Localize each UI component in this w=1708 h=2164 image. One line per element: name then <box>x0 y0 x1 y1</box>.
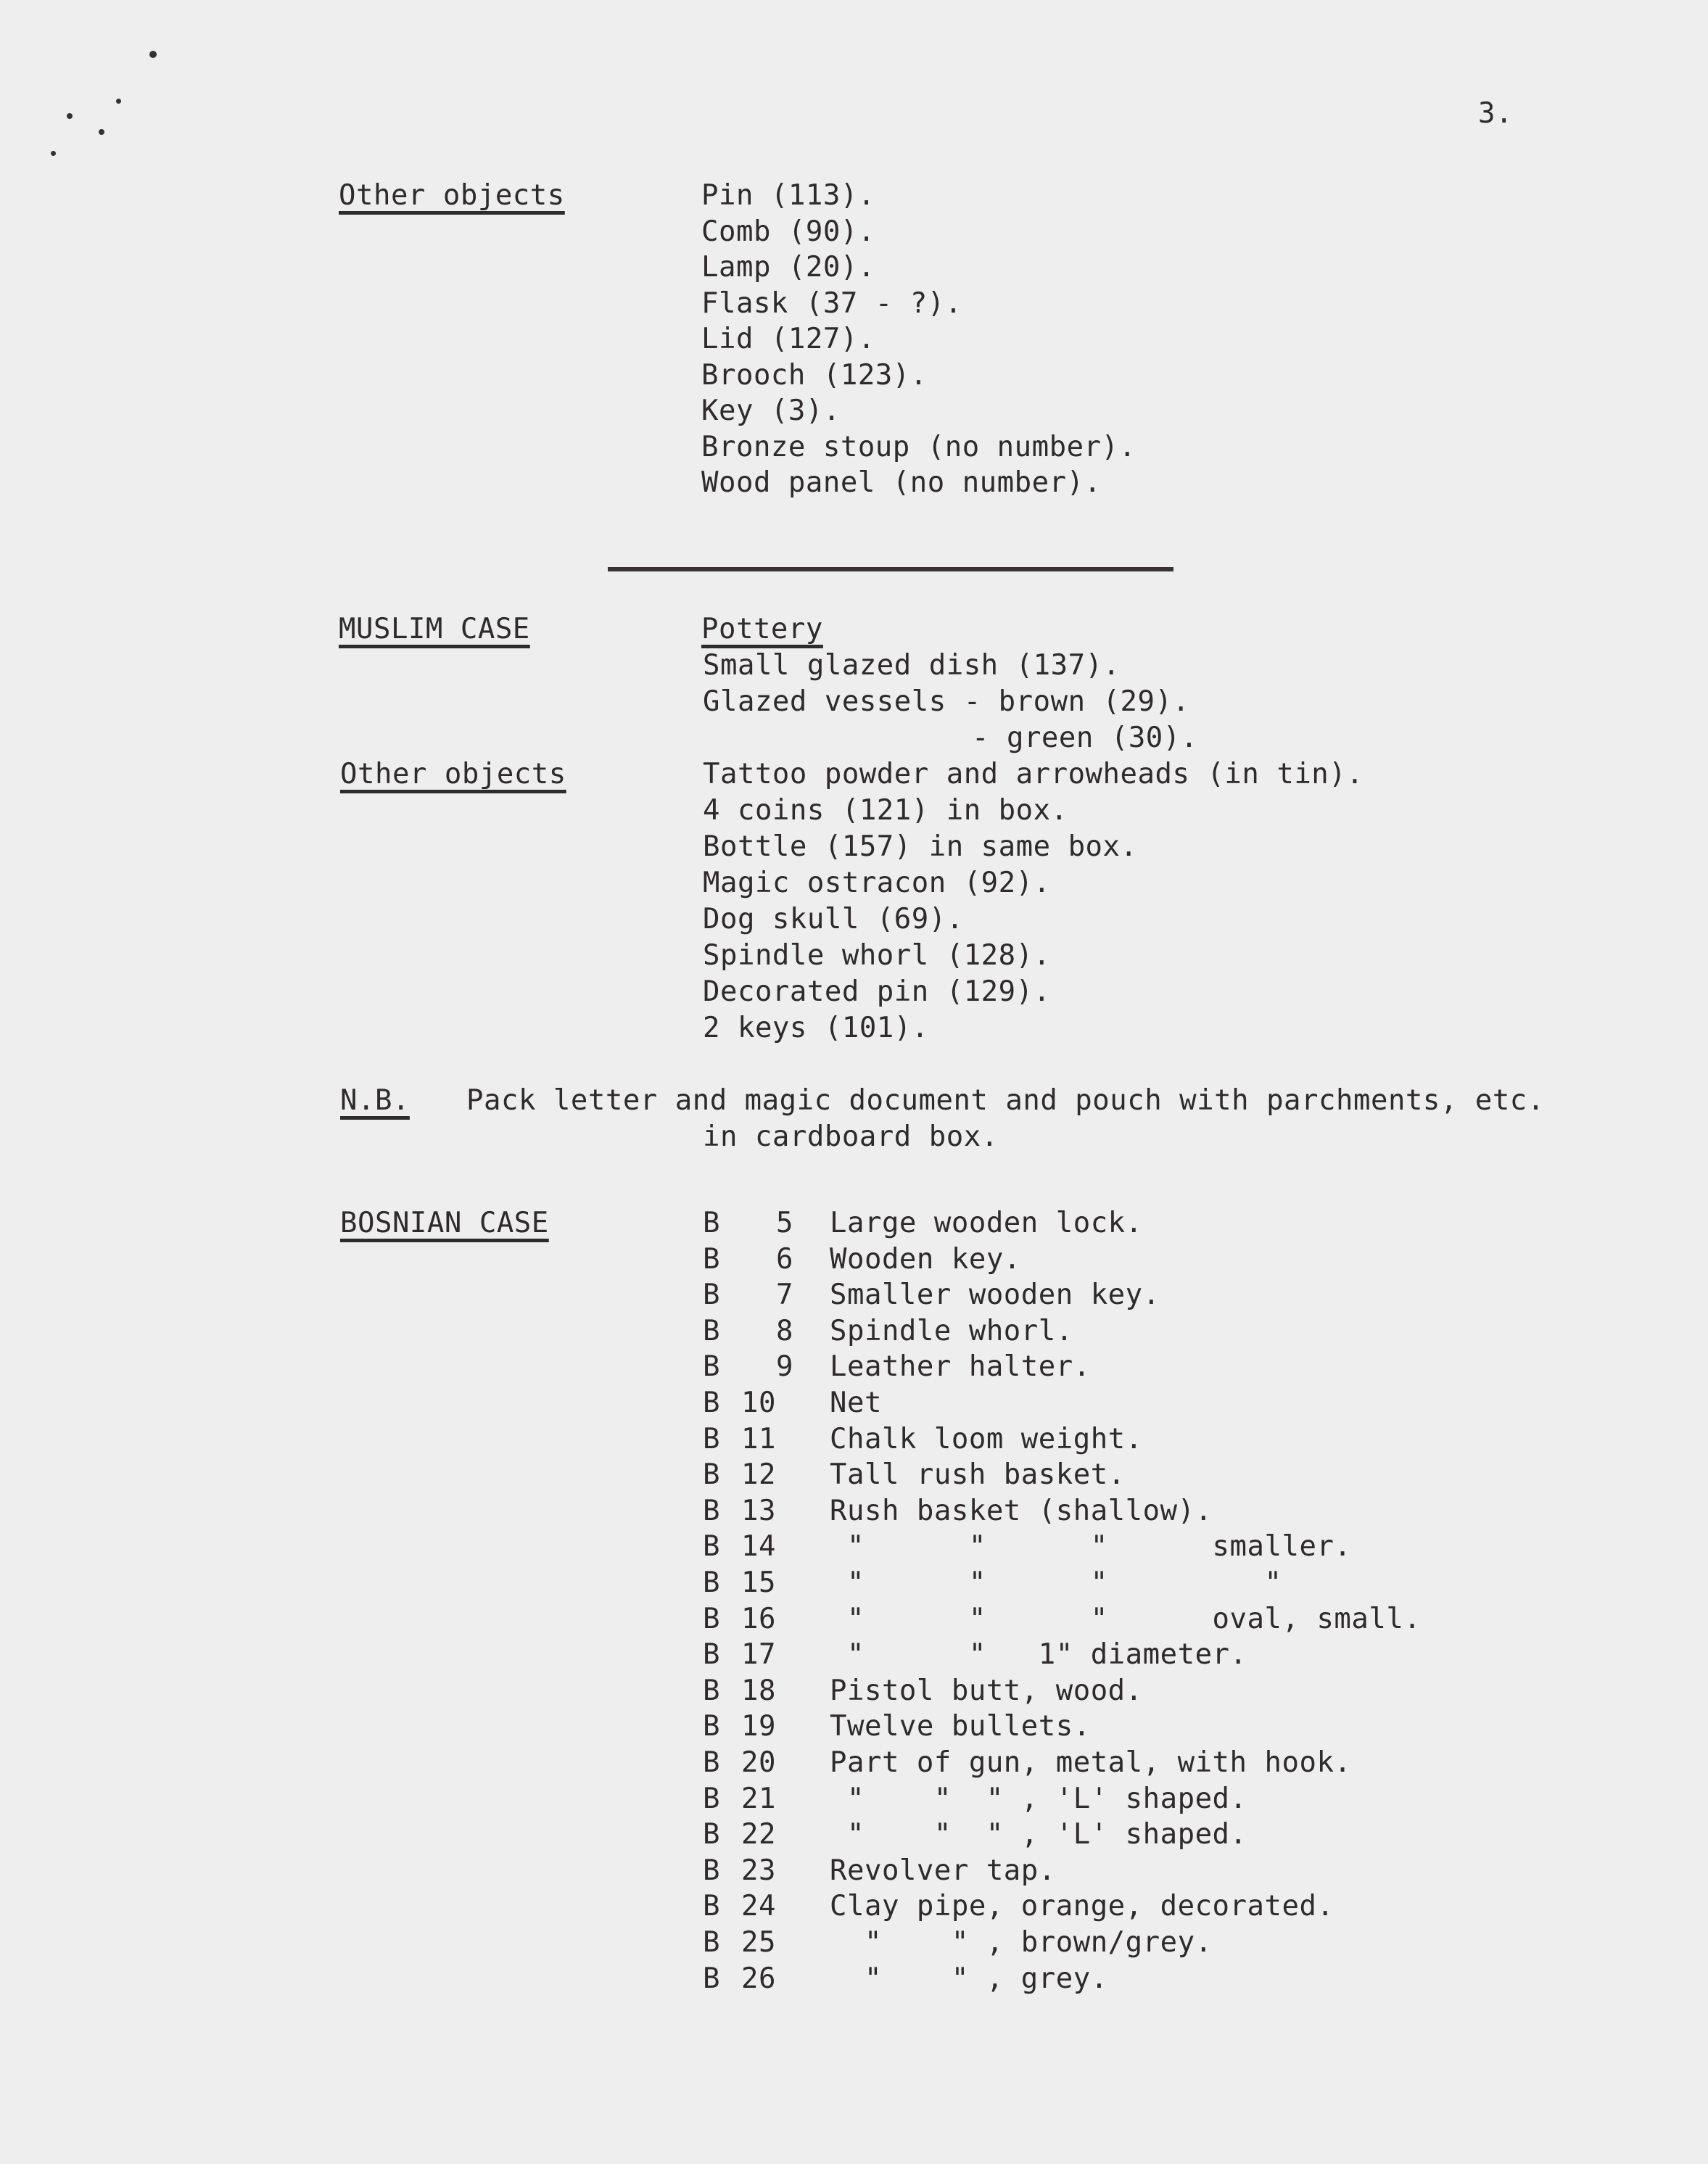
catalogue-description: " " , brown/grey. <box>830 1926 1213 1959</box>
list-item: Comb (90). <box>701 215 875 248</box>
list-item: Glazed vessels - brown (29). <box>703 685 1190 718</box>
catalogue-prefix: B <box>703 1387 720 1419</box>
catalogue-description: Revolver tap. <box>830 1854 1056 1887</box>
catalogue-prefix: B <box>703 1638 720 1672</box>
catalogue-number: 12 <box>741 1458 776 1492</box>
list-item: Brooch (123). <box>701 358 928 392</box>
catalogue-description: Wooden key. <box>830 1242 1021 1276</box>
catalogue-prefix: B <box>703 1350 720 1384</box>
catalogue-prefix: B <box>703 1782 720 1815</box>
catalogue-description: " " " , 'L' shaped. <box>830 1782 1247 1815</box>
list-item: Magic ostracon (92). <box>703 867 1051 899</box>
catalogue-number: 13 <box>741 1494 776 1527</box>
catalogue-description: Net <box>830 1387 882 1419</box>
catalogue-description: Part of gun, metal, with hook. <box>830 1746 1352 1779</box>
paper-speck <box>99 129 104 135</box>
subheading-pottery: Pottery <box>701 613 823 645</box>
catalogue-description: " " " , 'L' shaped. <box>830 1818 1247 1851</box>
list-item: Flask (37 - ?). <box>701 286 962 320</box>
catalogue-number: 5 <box>776 1207 793 1239</box>
catalogue-number: 24 <box>741 1890 776 1923</box>
paper-speck <box>51 151 56 156</box>
note-label: N.B. <box>340 1084 410 1117</box>
catalogue-prefix: B <box>703 1962 720 1995</box>
catalogue-prefix: B <box>703 1818 720 1851</box>
list-item: 4 coins (121) in box. <box>703 794 1068 827</box>
section-heading-muslim-case: MUSLIM CASE <box>339 613 530 645</box>
paper-speck <box>67 113 73 119</box>
catalogue-prefix: B <box>703 1207 720 1239</box>
catalogue-prefix: B <box>703 1746 720 1779</box>
catalogue-prefix: B <box>703 1854 720 1887</box>
list-item: Dog skull (69). <box>703 903 964 936</box>
section-heading-other-objects: Other objects <box>339 179 565 212</box>
catalogue-description: Twelve bullets. <box>830 1710 1091 1743</box>
catalogue-prefix: B <box>703 1674 720 1707</box>
catalogue-prefix: B <box>703 1422 720 1455</box>
catalogue-prefix: B <box>703 1314 720 1347</box>
page-number: 3. <box>1478 97 1513 130</box>
catalogue-prefix: B <box>703 1279 720 1312</box>
note-line-1: Pack letter and magic document and pouch with parchments, etc. <box>466 1084 1545 1117</box>
catalogue-number: 25 <box>741 1926 776 1959</box>
catalogue-number: 8 <box>776 1314 793 1347</box>
catalogue-prefix: B <box>703 1566 720 1599</box>
section-heading-bosnian-case: BOSNIAN CASE <box>340 1207 549 1239</box>
section-heading-muslim-other-objects: Other objects <box>340 758 566 790</box>
list-item: Bottle (157) in same box. <box>703 830 1138 863</box>
catalogue-number: 20 <box>741 1746 776 1779</box>
catalogue-description: " " " oval, small. <box>830 1602 1422 1635</box>
list-item: Bronze stoup (no number). <box>701 430 1136 463</box>
catalogue-number: 14 <box>741 1530 776 1564</box>
catalogue-number: 17 <box>741 1638 776 1672</box>
list-item: Lid (127). <box>701 323 875 355</box>
section-divider <box>608 567 1173 571</box>
catalogue-number: 22 <box>741 1818 776 1851</box>
list-item: Spindle whorl (128). <box>703 939 1051 972</box>
catalogue-description: Smaller wooden key. <box>830 1279 1160 1312</box>
catalogue-description: Rush basket (shallow). <box>830 1494 1213 1527</box>
catalogue-prefix: B <box>703 1242 720 1276</box>
catalogue-prefix: B <box>703 1458 720 1492</box>
catalogue-description: Tall rush basket. <box>830 1458 1126 1492</box>
catalogue-description: Pistol butt, wood. <box>830 1674 1143 1707</box>
catalogue-number: 6 <box>776 1242 793 1276</box>
catalogue-prefix: B <box>703 1530 720 1564</box>
catalogue-prefix: B <box>703 1710 720 1743</box>
catalogue-description: Large wooden lock. <box>830 1207 1143 1239</box>
catalogue-prefix: B <box>703 1890 720 1923</box>
catalogue-number: 9 <box>776 1350 793 1384</box>
catalogue-number: 21 <box>741 1782 776 1815</box>
catalogue-prefix: B <box>703 1602 720 1635</box>
paper-speck <box>149 51 157 58</box>
catalogue-description: Leather halter. <box>830 1350 1091 1384</box>
catalogue-description: Spindle whorl. <box>830 1314 1073 1347</box>
catalogue-number: 11 <box>741 1422 776 1455</box>
catalogue-description: " " 1" diameter. <box>830 1638 1247 1672</box>
catalogue-number: 15 <box>741 1566 776 1599</box>
catalogue-number: 10 <box>741 1387 776 1419</box>
catalogue-prefix: B <box>703 1926 720 1959</box>
catalogue-number: 7 <box>776 1279 793 1312</box>
list-item: Wood panel (no number). <box>701 466 1102 499</box>
catalogue-description: " " " smaller. <box>830 1530 1352 1564</box>
list-item: Key (3). <box>701 395 841 427</box>
catalogue-number: 16 <box>741 1602 776 1635</box>
catalogue-number: 26 <box>741 1962 776 1995</box>
catalogue-number: 23 <box>741 1854 776 1887</box>
list-item: 2 keys (101). <box>703 1012 929 1044</box>
catalogue-number: 19 <box>741 1710 776 1743</box>
catalogue-description: Clay pipe, orange, decorated. <box>830 1890 1334 1923</box>
catalogue-description: Chalk loom weight. <box>830 1422 1143 1455</box>
catalogue-description: " " " " <box>830 1566 1282 1599</box>
list-item: - green (30). <box>972 722 1198 754</box>
paper-speck <box>116 99 121 104</box>
list-item: Pin (113). <box>701 179 875 212</box>
catalogue-prefix: B <box>703 1494 720 1527</box>
catalogue-number: 18 <box>741 1674 776 1707</box>
list-item: Tattoo powder and arrowheads (in tin). <box>703 758 1364 790</box>
list-item: Lamp (20). <box>701 251 875 284</box>
list-item: Small glazed dish (137). <box>703 649 1121 682</box>
list-item: Decorated pin (129). <box>703 975 1051 1008</box>
catalogue-description: " " , grey. <box>830 1962 1108 1995</box>
note-line-2: in cardboard box. <box>703 1120 999 1153</box>
